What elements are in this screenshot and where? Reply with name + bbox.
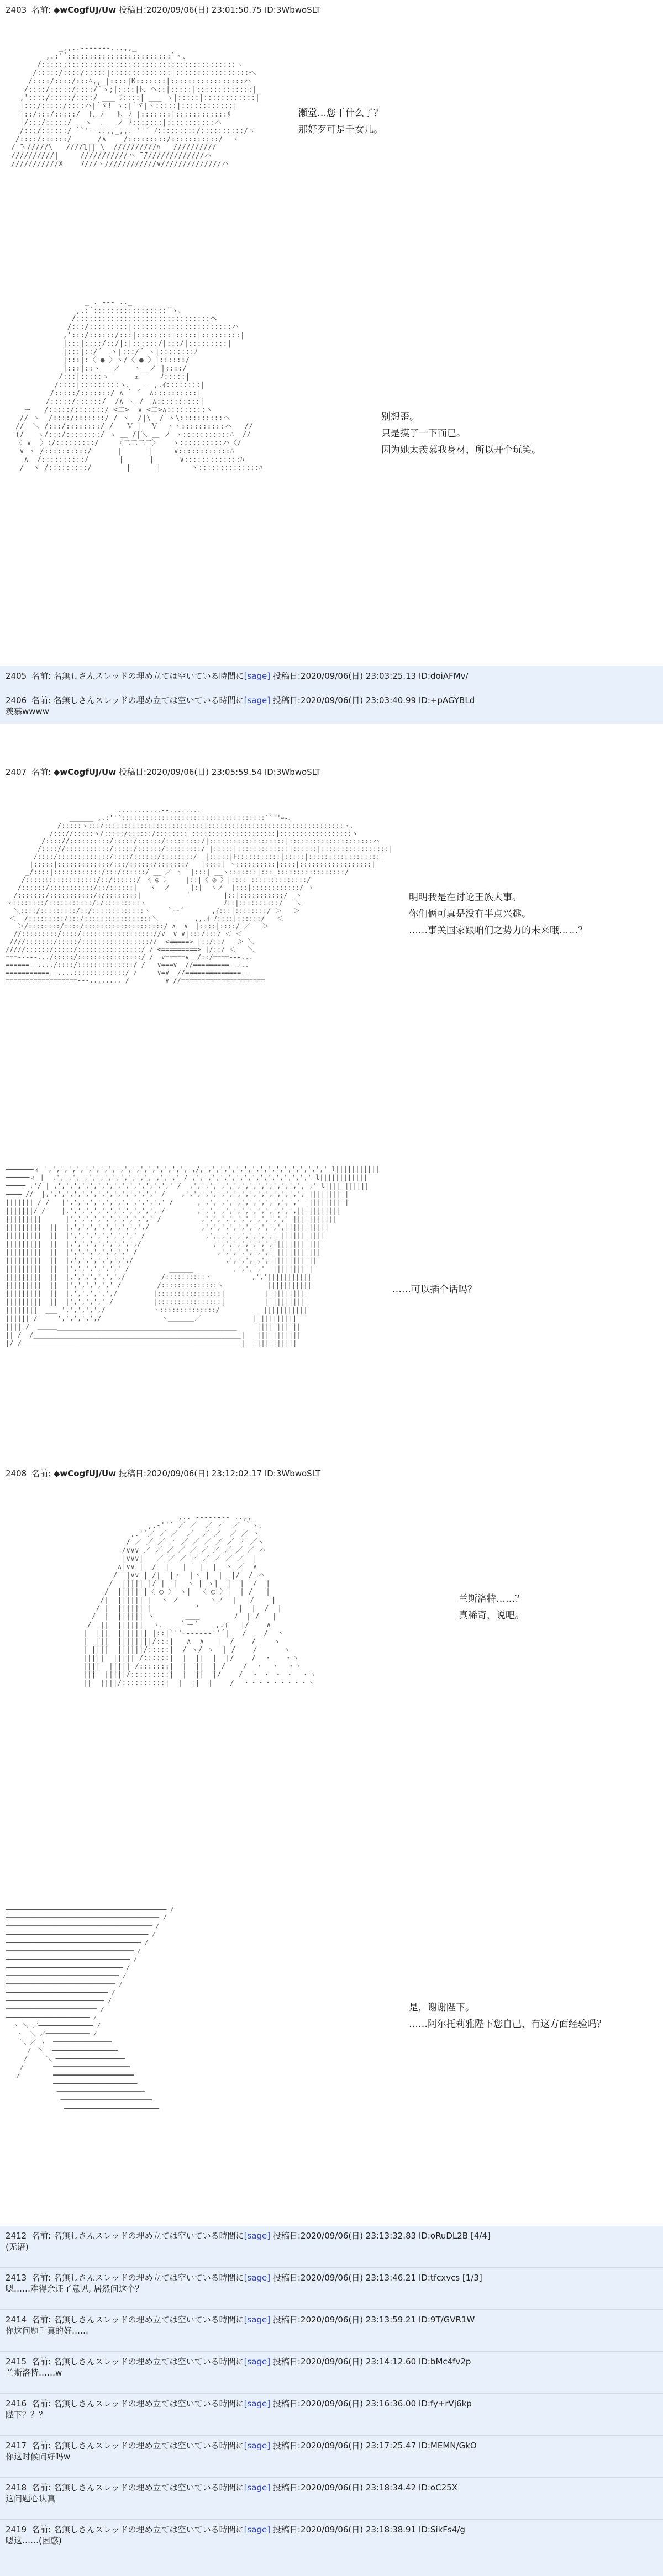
post-2413 — [0, 2268, 663, 2310]
sage-link[interactable]: [sage] — [244, 2441, 271, 2451]
sage-link[interactable]: [sage] — [244, 2525, 271, 2535]
post-number[interactable]: 2417 — [6, 2441, 27, 2451]
post-2414 — [0, 2310, 663, 2352]
post-body: 兰斯洛特……w — [6, 2368, 62, 2378]
post-meta: 投稿日:2020/09/06(日) 23:14:12.60 ID:bMc4fv2p — [272, 2357, 471, 2367]
post-header — [6, 2398, 657, 2409]
post-number[interactable]: 2407 — [6, 767, 27, 777]
post-number[interactable]: 2416 — [6, 2399, 27, 2409]
dialogue-line: 是，谢谢陛下。 — [409, 2002, 475, 2013]
post-header — [6, 671, 657, 682]
poster-name: 名無しさんスレッドの埋め立ては空いている時間に — [53, 2399, 244, 2409]
poster-name: 名無しさんスレッドの埋め立ては空いている時間に — [53, 2441, 244, 2451]
name-label: 名前: — [31, 671, 51, 681]
post-number[interactable]: 2403 — [6, 5, 27, 15]
post-2416 — [0, 2394, 663, 2436]
post-body: 嗯……难得余证了意见, 居然问这个？ — [6, 2284, 144, 2294]
post-2412 — [0, 2226, 663, 2268]
author-trip: ◆wCogfUJ/Uw — [53, 5, 117, 15]
post-meta: 投稿日:2020/09/06(日) 23:13:32.83 ID:oRuDL2B [4/4] — [272, 2231, 491, 2241]
post-header — [6, 2440, 657, 2451]
poster-name: 名無しさんスレッドの埋め立ては空いている時間に — [53, 2273, 244, 2283]
dialogue-line: 别想歪。 — [381, 411, 419, 423]
dialogue-line: ……事关国家跟咱们之势力的未来哦……？ — [409, 925, 587, 936]
poster-name: 名無しさんスレッドの埋め立ては空いている時間に — [53, 2315, 244, 2325]
post-body: 羡慕wwww — [6, 706, 50, 716]
name-label: 名前: — [31, 2231, 51, 2241]
dialogue-line: ……阿尔托莉雅陛下您自己，有这方面经验吗？ — [409, 2019, 606, 2030]
name-label: 名前: — [31, 5, 51, 15]
dialogue — [459, 1591, 524, 1624]
dialogue — [298, 105, 383, 138]
post-divider — [0, 2309, 663, 2310]
dialogue — [409, 1999, 606, 2033]
post-number[interactable]: 2418 — [6, 2483, 27, 2493]
post-number[interactable]: 2408 — [6, 1469, 27, 1479]
ascii-art: _ . --- .._ ,.:´:::::::::::::::::`ヽ、 /:::::::::::::::::::::::::::::::ヘ /:::/:::::::::|:::::::::::::::::::::::ハ ,':::/::::::/:::|::::::::|:::::|:::::::::| |:::|::::/::/|:|::::::/|:::/|:::::::::| |:::|::/´ ̄ ヽ|:::/´ ̄ヽ|::::::::ﾉ |:::|:〈 ● 〉ヽ/〈 ● 〉|::::::/ |:::|::ヽ __ノ ヽ__ノ |::::/ /:::|:::::ヽ ｪ ﾉ:::::| /::::|:::::::::ヽ、 ＿ ,.ｲ::::::::| /:::::/:::::::/ ∧ ` ´ ∧::::::::::| /:::::/::::::/ /∧ ＼ / ∧::::::::::| ー /:::::/:::::::/ <二> ∨ <二>∧:::::::::ヽ // ヽ /::::/:::::::/ / ヽ /|\ / ヽ\::::::::::ヘ // ＼ /:::/::::::::/ / Ｖ | Ｖ ヽヽ::::::::::ハ // (/ ヽ/:::/::::::::/ ヽ ＿ /|＼ ＿ ノ ヽ:::::::::::ﾊ // 〈 ∨ 〉:/:::::::::/ 〈二二二二〉 ヽ::::::::::ハ〈/ ∨ ヽ /::::::::::/ | | ∨::::::::::::ﾊ ∧ /::::::::::/ | | ∨:::::::::::::ﾊ / ヽ /:::::::::/ | | ヽ::::::::::::::ﾊ — [15, 298, 263, 472]
post-header — [6, 2482, 657, 2493]
post-body: 嗯这……(困惑) — [6, 2536, 62, 2546]
dialogue-line: 只是摸了一下而已。 — [381, 428, 466, 439]
post-header — [6, 1468, 657, 1479]
name-label: 名前: — [31, 2441, 51, 2451]
sage-link[interactable]: [sage] — [244, 2399, 271, 2409]
dialogue-line: 兰斯洛特……？ — [459, 1593, 524, 1604]
poster-name: 名無しさんスレッドの埋め立ては空いている時間に — [53, 2357, 244, 2367]
post-2415 — [0, 2352, 663, 2394]
post-body: 你这时候问好吗w — [6, 2452, 71, 2462]
sage-link[interactable]: [sage] — [244, 695, 271, 705]
name-label: 名前: — [31, 1469, 51, 1479]
dialogue — [409, 889, 587, 939]
dialogue-line: ……可以插个话吗？ — [392, 1284, 477, 1295]
poster-name: 名無しさんスレッドの埋め立ては空いている時間に — [53, 695, 244, 705]
name-label: 名前: — [31, 695, 51, 705]
sage-link[interactable]: [sage] — [244, 2315, 271, 2325]
dialogue-line: 瀬堂…您干什么了？ — [298, 108, 383, 119]
dialogue-line: 那好歹可是千女儿。 — [298, 124, 383, 135]
post-header — [6, 2272, 657, 2283]
post-meta: 投稿日:2020/09/06(日) 23:18:34.42 ID:oC25X — [272, 2483, 457, 2493]
post-meta: 投稿日:2020/09/06(日) 23:03:25.13 ID:doiAFMv/ — [272, 671, 469, 681]
post-meta: 投稿日:2020/09/06(日) 23:03:40.99 ID:+pAGYBLd — [272, 695, 475, 705]
dialogue — [392, 1281, 477, 1298]
post-2418 — [0, 2478, 663, 2520]
post-meta: 投稿日:2020/09/06(日) 23:01:50.75 ID:3WbwoSLT — [118, 5, 321, 15]
sage-link[interactable]: [sage] — [244, 2483, 271, 2493]
post-header — [6, 2230, 657, 2241]
post-number[interactable]: 2419 — [6, 2525, 27, 2535]
post-meta: 投稿日:2020/09/06(日) 23:18:38.91 ID:SikFs4/g — [272, 2525, 465, 2535]
post-header — [6, 4, 657, 15]
ascii-art: _,,..--‐‐‐‐-...,,_ ,.:'´::::::::::::::::::::::::`ヽ、 /:::::::::::::::::::::::::::::::::::::::::::::ヽ /:::::/::::/:::::|::::::::::::::|:::::::::::::::::ヘ /::::/::::/:::ﾍ,,_|::::|K:::::::|:::::::::::::::::ハ /::::/:::::/::::/´ヽ;|::::|ﾄ、ヘ::|:::::|:::::::::::::| ,'::::/:::::/::::/ ___ ﾘ::::| ___ ヽ|:::::|::::::::::::| |:::/:::::/::::ハ|´ヾ! ヽ:|´ヾ|ヽ:::::|::::::::::::| |::/:::/:::::/ ﾄ､_ﾉ ﾄ､_ﾉ |:::::::|::::::::::::ﾘ |/:::/:::::/ ヽ ､_ ノ ﾉ:::::::|:::::::::::ハ /:::/::::::/ ``'‐-..,,_,,.-''´ ﾉ:::::::::/::::::::::/ヽ /::::/::::::/ /∧ /:::::::::/:::::::::::/ ヽ / ̄ヽ/////\ ////l|| \ //////////ﾊ ////////// //////////| ///////////ハ ̄ ̄//////////////ハ ///////////X 7///ヽ////////////∨//////////////ハ — [11, 44, 260, 168]
poster-name: 名無しさんスレッドの埋め立ては空いている時間に — [53, 671, 244, 681]
post-2417 — [0, 2436, 663, 2478]
post-number[interactable]: 2413 — [6, 2273, 27, 2283]
post-meta: 投稿日:2020/09/06(日) 23:05:59.54 ID:3WbwoSLT — [118, 767, 321, 777]
name-label: 名前: — [31, 767, 51, 777]
name-label: 名前: — [31, 2273, 51, 2283]
post-body: (无语) — [6, 2242, 29, 2252]
post-header — [6, 2314, 657, 2325]
post-meta: 投稿日:2020/09/06(日) 23:13:46.21 ID:tfcxvcs [1/3] — [272, 2273, 482, 2283]
post-2419 — [0, 2520, 663, 2576]
name-label: 名前: — [31, 2399, 51, 2409]
post-divider — [0, 2267, 663, 2268]
author-trip: ◆wCogfUJ/Uw — [53, 1469, 117, 1479]
post-number[interactable]: 2405 — [6, 671, 27, 681]
poster-name: 名無しさんスレッドの埋め立ては空いている時間に — [53, 2231, 244, 2241]
post-meta: 投稿日:2020/09/06(日) 23:12:02.17 ID:3WbwoSLT — [118, 1469, 321, 1479]
post-divider — [0, 2477, 663, 2478]
post-number[interactable]: 2412 — [6, 2231, 27, 2241]
post-header — [6, 767, 657, 778]
post-body: 这问题心认真 — [6, 2494, 56, 2504]
sage-link[interactable]: [sage] — [244, 2357, 271, 2367]
author-trip: ◆wCogfUJ/Uw — [53, 767, 117, 777]
post-divider — [0, 2435, 663, 2436]
post-number[interactable]: 2406 — [6, 695, 27, 705]
ascii-art: ━━━━━━━━━━━━━━━━━━━━━━━━━━━━━━━━━━━━━━━━━━━━ / ━━━━━━━━━━━━━━━━━━━━━━━━━━━━━━━━━━━━━━━━━━ / ━━━━━━━━━━━━━━━━━━━━━━━━━━━━━━━━━━━━━━━━ / ━━━━━━━━━━━━━━━━━━━━━━━━━━━━━━━━━━━━━━━ / ━━━━━━━━━━━━━━━━━━━━━━━━━━━━━━━━━━━━━ / ━━━━━━━━━━━━━━━━━━━━━━━━━━━━━━━━━━━ / ━━━━━━━━━━━━━━━━━━━━━━━━━━━━━━━━━━ / ━━━━━━━━━━━━━━━━━━━━━━━━━━━━━━━━ / ━━━━━━━━━━━━━━━━━━━━━━━━━━━━━━━ / ━━━━━━━━━━━━━━━━━━━━━━━━━━━━━━ / ━━━━━━━━━━━━━━━━━━━━━━━━━━━━ / ━━━━━━━━━━━━━━━━━━━━━━━━━━━ / ━━━━━━━━━━━━━━━━━━━━━━━━━ / ━━━━━━━━━━━━━━━━━━━━━━━ / ヽ ＼ ／━━━━━━━━━━━━━━━ / ヽ ＼ ／━━━━━━━━━━━━ / ＼ ／ ヽ ━━━━━━━━━━━━━━━━ / ＼ ━━━━━━━━━━━━━━━━━━ / ＼ ━━━━━━━━━━━━━━━━━━━ / ━━━━━━━━━━━━━━━━━━━━━ / ━━━━━━━━━━━━━━━━━━━━━━ ━━━━━━━━━━━━━━━━━━━━━━━ ━━━━━━━━━━━━━━━━━━━━━━━━ ━━━━━━━━━━━━━━━━━━━━━━━━━ ━━━━━━━━━━━━━━━━━━━━━━━━━━ — [6, 1906, 174, 2112]
post-body: 你这问题千真的好…… — [6, 2326, 89, 2336]
ascii-art: ━━━━━━━ィ ',',',',',',',',',',',',',',',',',',',/,',',',',',',',',',',',',',',',' l||||||||||| ━━━━━━ィ | ,',',',',',',',',',',',',',',',' / ,',',',',',',',',',',',',',',' l|||||||||||| ━━━━━ ,'/ | ,',',',',',',',',',',',',',',' / ,',',',',',',',',',',',',',',',' l||||||||||| ━━━━ // |,',',',',',',',',',',',',',' / ,',',',',',',',',',',',',',',',||||||||||| ||||||| / / |',',',',',',',',',',',',' / ,',',',',',',',',',',',',' ||||||||||| |||||||/ / |,',',',',',',',',',',', / ,',',',',',',',',',',',',||||||||||| ||||||||| |',',',',',',',',',',' / ,',',',',',',',',',',' ||||||||||| ||||||||| || |,',',',',',',',',',/ ,',',',',',',',',',',||||||||||| ||||||||| || |',',',',',',',',' / ,',',',',',',',',' ||||||||||| ||||||||| || |,',',',',',',',',/ ,',',',',',',','||||||||||| ||||||||| || |',',',',',',',' / ,',',',',',',' ||||||||||| ||||||||| || |,',',',',',',',/ ,',',',',','||||||||||| ||||||||| || |',',',',',',' / ______ ,',',',' ||||||||||| ||||||||| || |,',',',',',',/ /::::::::::ヽ ,','||||||||||| ||||||||| || |',',',',',' / /::::::::::::::ヽ ||||||||||| ||||||||| || |,',',',',',/ |::::::::::::::::| ||||||||||| ||||||||| || |',',',',' / |::::::::::::::::| ||||||||||| |||||||| ___ ',',',',',/ ヽ::::::::::::::/ ||||||||||| |||||| / ',',',',',/ ヽ＿＿＿＿／ ||||||||||| |||| / ＿＿＿_____________________________________________ ||||||||||| || / /____________________________________________________| ||||||||||| |/ /_______________________________________________________| ||||||||||| — [6, 1165, 380, 1347]
dialogue-line: 因为她太羡慕我身材，所以开个玩笑。 — [381, 445, 541, 456]
poster-name: 名無しさんスレッドの埋め立ては空いている時間に — [53, 2525, 244, 2535]
post-divider — [0, 2393, 663, 2394]
post-header — [6, 2524, 657, 2535]
dialogue-line: 明明我是在讨论王族大事。 — [409, 892, 522, 903]
post-header — [6, 695, 657, 706]
sage-link[interactable]: [sage] — [244, 671, 271, 681]
name-label: 名前: — [31, 2315, 51, 2325]
name-label: 名前: — [31, 2483, 51, 2493]
post-meta: 投稿日:2020/09/06(日) 23:13:59.21 ID:9T/GVR1W — [272, 2315, 475, 2325]
post-2406 — [0, 690, 663, 724]
ascii-art: _____...........--........__ ______ ,.:''´::::::::::::::::::::::::::::::::::::``''ｰ-、 /:::::ヽ:::/::::::::::::::::::::::::::::::::::::::::::::::::::::::::::::ヽ、 /::://:::::ヽ/:::::/::::::/::::::::|:::::::::::::::::::::|::::::::::::::::::ヽ /:::://::::::::::/:::::/::::::/:::::::::/|:::::::::::::::::::|:::::::::::::::::::::ハ /:::://:::::::::::/:::::/::::::/:::::::::/ |:::::|:::::::::::::|::::::|:::::::::::::::::| /::::/:::::::::::::/::::/::::::/::::::::/ |:::::|ﾄ:::::::::::|:::::|::::::::::::::::::| |:::::|:::::::::::::/:::/::::::/:::::::/ |::::| ヽ::::::::::|::::|::::::::::::::::::| _/::::|::::::::::::/:::/::::::/ __ ／ ヽ |:::| __ヽ:::::::|:::|:::::::::::::::::/ /:::::ﾘ::::::::::::/::/::::::/ 〈 ◎ 〉 |::|〈 ◎ 〉|::::|::::::::::::::/ /::::::/:::::::::::/::/::::::| ヽ__ノ |:| ヽノ |:::|::::::::::::/ ヽ _/:::::::/:::::::::::/:/::::::::| ｀ |::|:::::::::::/ ヽ ヽ::::::::/:::::::::::/:/:::::::::ヽ ＿＿ ﾉ::|::::::::::/ ＼ ＼::::/:::::::::/::/:::::::::::::ヽ ｀ー´ ,ｲ:::|::::::::/ ＞ ＞ ＜ /:::::::::/:::/:::::::::::::::::＼ __ _____,,.ｲ ﾉ::::|::::::/ ＜ ＞/::::::::/::::/::::::::::::::::::::/ ∧ ∧ |::::|::::/ ／ ＞ //:::::::::/::::/:::::::::::::::::://∨ ∨ ∨|:::/:::/ ＜ ＜ ////:::::::/:::::/:::::::::::::::::// <=====> |::/::/ ＞ ＼ /////::::::/:::::/::::::::::::::::/ / <=========> |/::/ ＜ ＼ ===-----.../:::::/::::::::::::::::/ / ∨=====∨ /::/====---... ======--..../::::/::::::::::::::/ / ∨===∨ //=========---.. ===========--....:::::::::::::/ / ∨=∨ //==============-- ==================---........ / ∨ //===================== — [6, 806, 393, 984]
post-number[interactable]: 2415 — [6, 2357, 27, 2367]
post-divider — [0, 2351, 663, 2352]
ascii-art: ___,.. -------- ..,,_ _,.-''´ ／ ／ ／ ／ ／ ｀ヽ、 ,.'´／ ／ ／ ／ ／ ／ ／ ／ ヽ / ／ ／ ／ ／ ／ ／ ／ ／ ／ ／ ／ヽ /∨∨∨ ／ ／ ／ ／ ／ ／ ／ ／ ／ ／ ハ |∨∨∨| ／ ／ ／ ／ ／ ／ ／ ／ | ∧|∨∨ | / | | | | ヽ ／ ∧ / |∨∨ | /| |ヽ |ヽ | | |/ / ハ / ||||| |/ | | ヽ | ヽ| | | / | / ||||| |〈 ◯ 〉 ヽ| 〈 ◯ 〉| | / | /| |||||| | ヽ ノ ヽノ | |/ | / | |||||| | ' | | / | / | |||||| ヽ ＿＿ ﾉ | / | / || |||||| ヽ、 ｀ー´ ,.ｲ |/ ∧ | ||| ||||||| |::|`''ｰ-----‐''´| / / ヽ | ||| ||||||||/:::| ∧ ∧ | / / ヽ | |||| ||||||/:::::| / ヽ/ ヽ | / / ヽ ||||| ||||| /::::::| | || | |/ / ・ ・ヽ |||| ||||| /:::::::| | || | / / ・ ・ ・ヽ ||| |||||/:::::::::| | || |/ / ・ ・ ・ ・ ・ヽ || ||||/::::::::::| | || | / ・・・・・・・・・ヽ — [83, 1513, 317, 1687]
post-body: 陛下？？？ — [6, 2410, 48, 2420]
post-header — [6, 2356, 657, 2367]
sage-link[interactable]: [sage] — [244, 2231, 271, 2241]
poster-name: 名無しさんスレッドの埋め立ては空いている時間に — [53, 2483, 244, 2493]
post-meta: 投稿日:2020/09/06(日) 23:16:36.00 ID:fy+rVj6kp — [272, 2399, 472, 2409]
post-number[interactable]: 2414 — [6, 2315, 27, 2325]
name-label: 名前: — [31, 2357, 51, 2367]
post-2405 — [0, 666, 663, 690]
dialogue-line: 你们俩可真是没有半点兴趣。 — [409, 909, 531, 920]
sage-link[interactable]: [sage] — [244, 2273, 271, 2283]
post-meta: 投稿日:2020/09/06(日) 23:17:25.47 ID:MEMN/GkO — [272, 2441, 477, 2451]
name-label: 名前: — [31, 2525, 51, 2535]
dialogue-line: 真稀奇，说吧。 — [459, 1610, 524, 1621]
post-divider — [0, 2519, 663, 2520]
dialogue — [381, 409, 541, 458]
